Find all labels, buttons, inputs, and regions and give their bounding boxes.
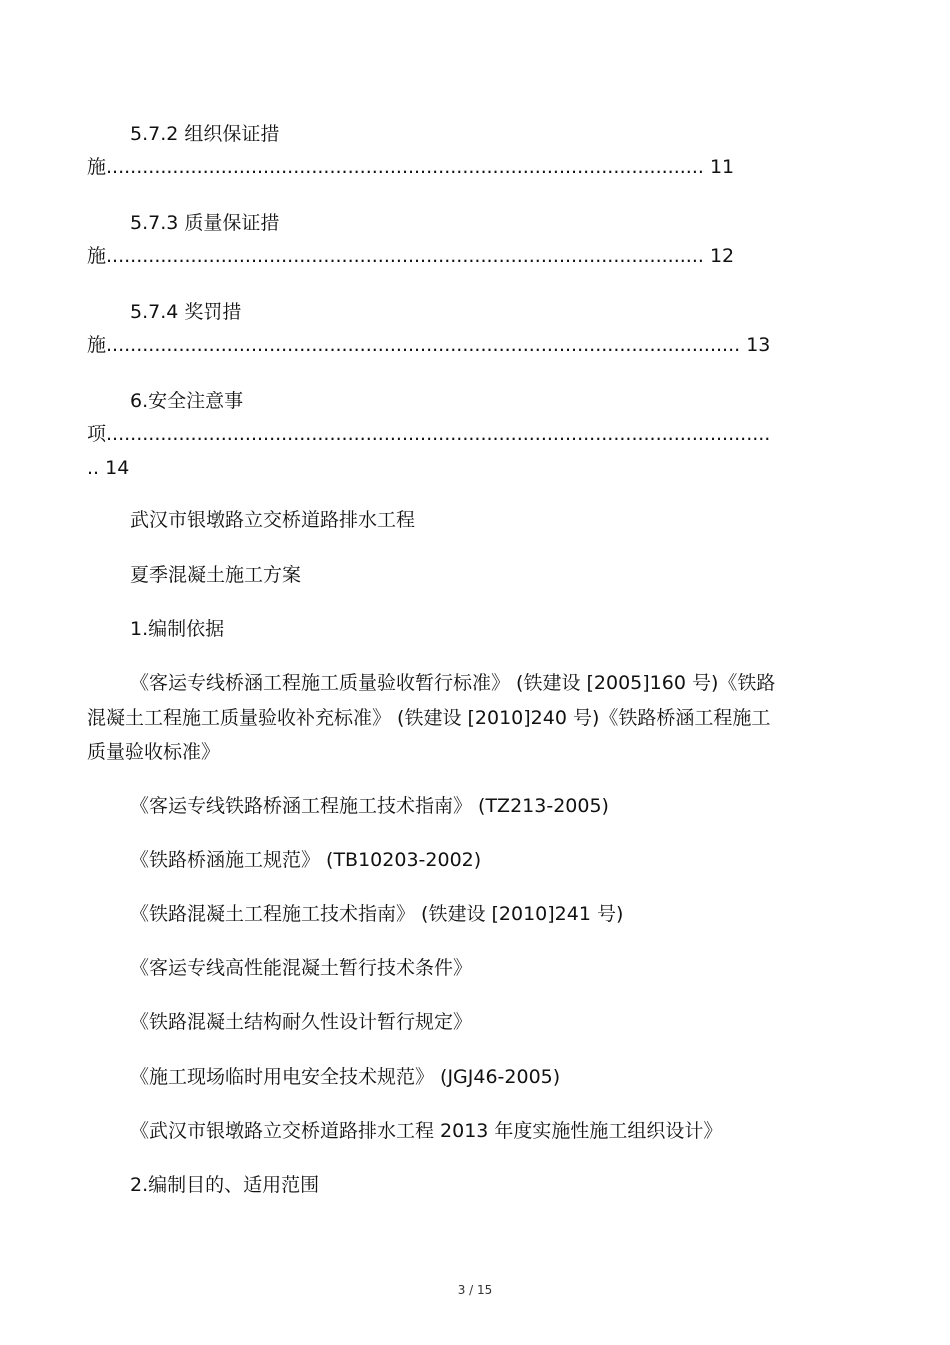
toc-item-leader: 施................................................................................................... 12 <box>87 245 735 267</box>
reference-item: 《施工现场临时用电安全技术规范》 (JGJ46-2005) <box>130 1066 561 1088</box>
reference-item: 《铁路混凝土工程施工技术指南》 (铁建设 [2010]241 号) <box>130 903 624 925</box>
page-number: 3 / 15 <box>457 1283 493 1297</box>
paragraph-line: 《客运专线桥涵工程施工质量验收暂行标准》 (铁建设 [2005]160 号)《铁路 <box>130 672 776 694</box>
document-title: 夏季混凝土施工方案 <box>130 564 302 586</box>
toc-item-heading: 5.7.4 奖罚措 <box>130 301 242 323</box>
toc-item-leader: 施......................................................................................................... 13 <box>87 334 771 356</box>
toc-item-heading: 5.7.3 质量保证措 <box>130 212 280 234</box>
section-heading: 1.编制依据 <box>130 618 225 640</box>
reference-item: 《铁路桥涵施工规范》 (TB10203-2002) <box>130 849 482 871</box>
toc-item-leader: 项.............................................................................................................. <box>87 423 771 445</box>
toc-item-leader: 施................................................................................................... 11 <box>87 156 735 178</box>
reference-item: 《客运专线高性能混凝土暂行技术条件》 <box>130 957 473 979</box>
reference-item: 《武汉市银墩路立交桥道路排水工程 2013 年度实施性施工组织设计》 <box>130 1120 723 1142</box>
project-title: 武汉市银墩路立交桥道路排水工程 <box>130 509 416 531</box>
section-heading: 2.编制目的、适用范围 <box>130 1174 320 1196</box>
toc-item-heading: 5.7.2 组织保证措 <box>130 123 280 145</box>
reference-item: 《客运专线铁路桥涵工程施工技术指南》 (TZ213-2005) <box>130 795 609 817</box>
paragraph-line: 质量验收标准》 <box>87 741 221 763</box>
reference-item: 《铁路混凝土结构耐久性设计暂行规定》 <box>130 1011 473 1033</box>
toc-item-heading: 6.安全注意事 <box>130 390 244 412</box>
paragraph-line: 混凝土工程施工质量验收补充标准》 (铁建设 [2010]240 号)《铁路桥涵工程施工 <box>87 707 771 729</box>
toc-item-leader-continuation: .. 14 <box>87 457 130 479</box>
